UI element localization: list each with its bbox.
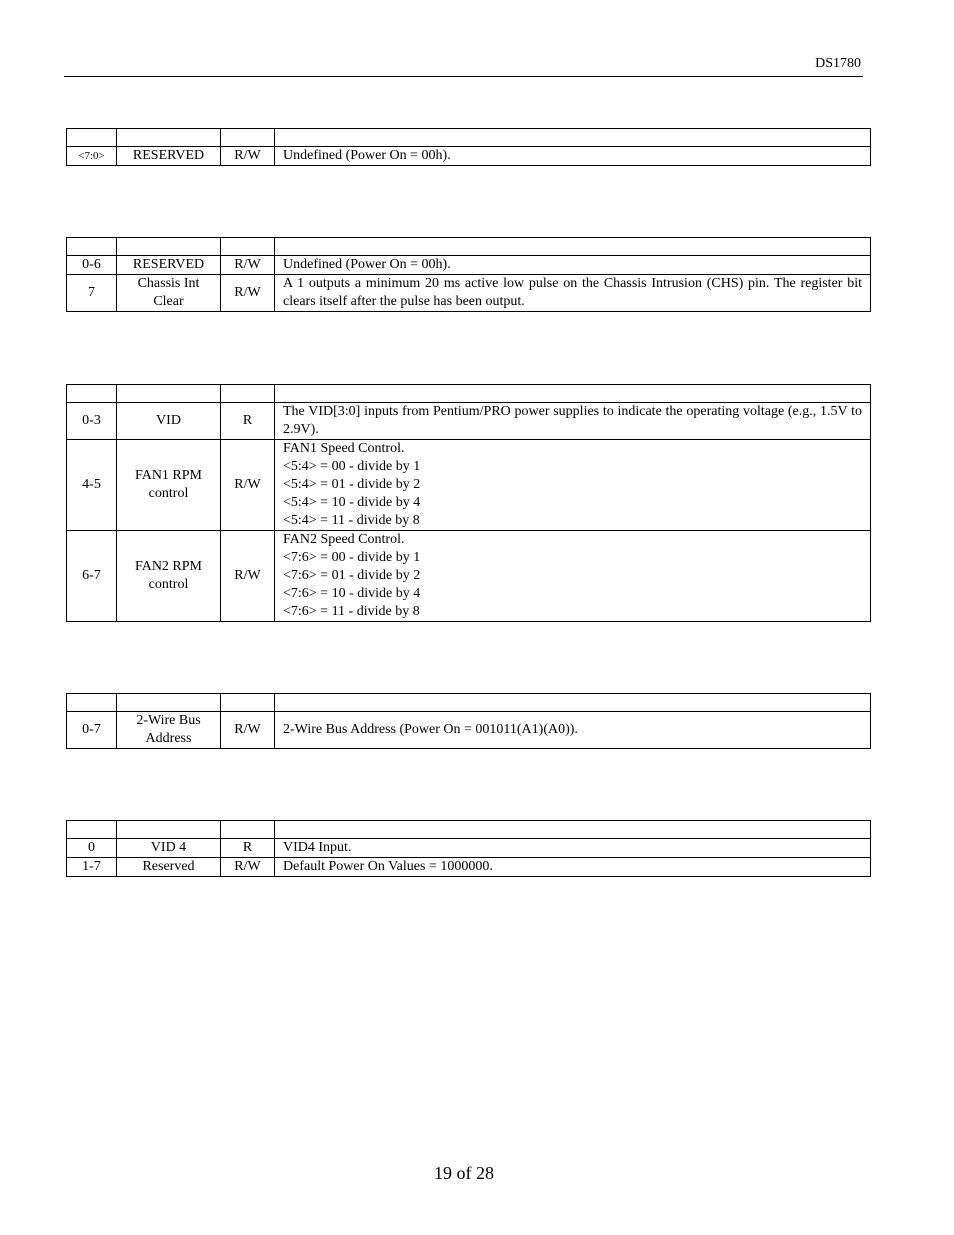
header-rule (64, 76, 863, 77)
access-cell: R/W (221, 858, 275, 877)
description-line: FAN1 Speed Control. (283, 441, 405, 456)
description-line: <7:6> = 00 - divide by 1 (283, 550, 421, 565)
table-row (67, 275, 871, 312)
description-cell: Undefined (Power On = 00h). (275, 256, 871, 275)
access-cell: R/W (221, 712, 275, 749)
table-row (67, 440, 871, 531)
name-cell: RESERVED (117, 256, 221, 275)
table-row (67, 712, 871, 749)
document-id: DS1780 (815, 56, 861, 71)
description-cell: Default Power On Values = 1000000. (275, 858, 871, 877)
bit-cell: 6-7 (67, 531, 117, 622)
access-cell: R/W (221, 256, 275, 275)
access-cell: R/W (221, 531, 275, 622)
register-table-4 (66, 693, 871, 749)
register-table-3 (66, 384, 871, 622)
name-cell: FAN2 RPM control (117, 531, 221, 622)
bit-cell: 0-7 (67, 712, 117, 749)
description-line: <5:4> = 11 - divide by 8 (283, 513, 420, 528)
access-cell: R (221, 839, 275, 858)
description-cell (275, 531, 871, 622)
description-cell: 2-Wire Bus Address (Power On = 001011(A1)(A0)). (275, 712, 871, 749)
table-header-row (67, 129, 871, 147)
access-cell: R/W (221, 147, 275, 166)
description-cell: VID4 Input. (275, 839, 871, 858)
register-table-2 (66, 237, 871, 312)
page-number: 19 of 28 (434, 1163, 494, 1183)
description-cell: Undefined (Power On = 00h). (275, 147, 871, 166)
table-header-row (67, 385, 871, 403)
name-cell: VID 4 (117, 839, 221, 858)
access-cell: R/W (221, 440, 275, 531)
name-cell: Reserved (117, 858, 221, 877)
description-line: <7:6> = 10 - divide by 4 (283, 586, 421, 601)
description-cell (275, 440, 871, 531)
description-cell: The VID[3:0] inputs from Pentium/PRO power supplies to indicate the operating voltage (e.g., 1.5V to 2.9V). (275, 403, 871, 440)
description-line: <5:4> = 10 - divide by 4 (283, 495, 421, 510)
table-header-row (67, 694, 871, 712)
description-cell: A 1 outputs a minimum 20 ms active low pulse on the Chassis Intrusion (CHS) pin. The register bit clears itself after the pulse has been output. (275, 275, 871, 312)
table-header-row (67, 238, 871, 256)
description-line: FAN2 Speed Control. (283, 532, 405, 547)
bit-cell: 0-3 (67, 403, 117, 440)
name-cell: Chassis Int Clear (117, 275, 221, 312)
description-line: <5:4> = 01 - divide by 2 (283, 477, 421, 492)
bit-cell: 4-5 (67, 440, 117, 531)
register-table-5 (66, 820, 871, 877)
description-line: <7:6> = 01 - divide by 2 (283, 568, 421, 583)
name-cell: 2-Wire Bus Address (117, 712, 221, 749)
table-row (67, 403, 871, 440)
table-row (67, 531, 871, 622)
bit-cell: 0 (67, 839, 117, 858)
table-row (67, 839, 871, 858)
table-row (67, 858, 871, 877)
bit-cell: 7 (67, 275, 117, 312)
table-header-row (67, 821, 871, 839)
access-cell: R (221, 403, 275, 440)
table-row (67, 256, 871, 275)
description-line: <7:6> = 11 - divide by 8 (283, 604, 420, 619)
description-line: <5:4> = 00 - divide by 1 (283, 459, 421, 474)
access-cell: R/W (221, 275, 275, 312)
bit-cell: 1-7 (67, 858, 117, 877)
name-cell: FAN1 RPM control (117, 440, 221, 531)
register-table-1 (66, 128, 871, 166)
table-row (67, 147, 871, 166)
bit-cell: 0-6 (67, 256, 117, 275)
name-cell: VID (117, 403, 221, 440)
name-cell: RESERVED (117, 147, 221, 166)
bit-cell: <7:0> (67, 147, 117, 166)
